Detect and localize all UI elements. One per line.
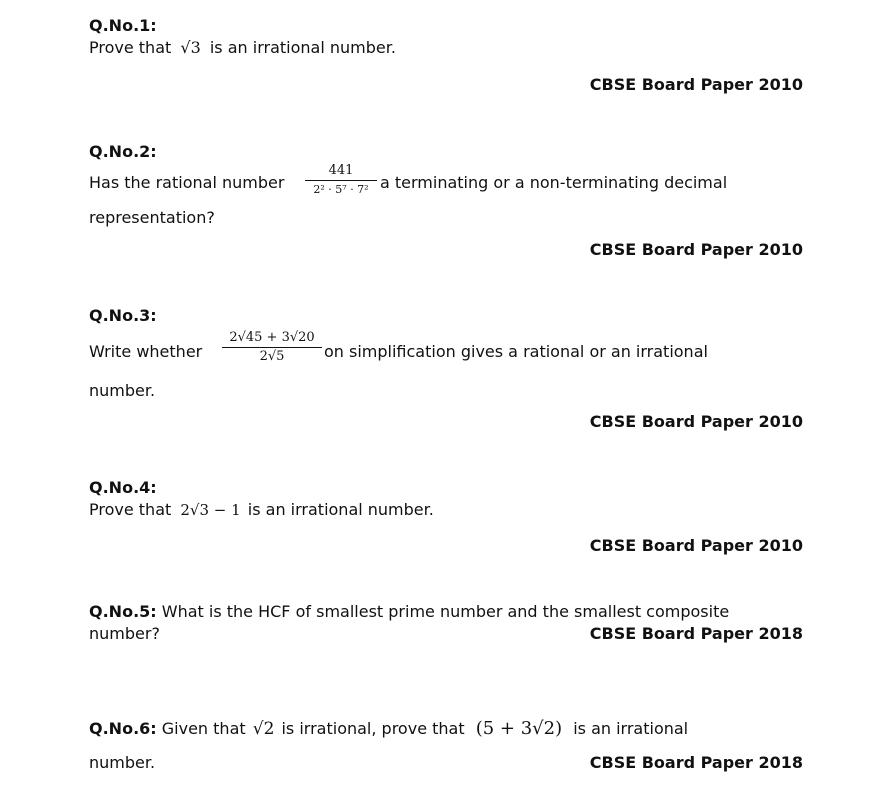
question-2-text-after: a terminating or a non-terminating decimal: [380, 173, 728, 192]
question-6-text-line2: number.: [89, 753, 156, 772]
question-6-label: Q.No.6:: [89, 719, 157, 738]
question-4-text-after: is an irrational number.: [247, 500, 434, 519]
question-5-label: Q.No.5:: [89, 602, 157, 621]
question-2-fraction-denominator: 2² · 5⁷ · 7²: [313, 183, 369, 196]
question-2-label: Q.No.2:: [89, 142, 157, 161]
question-6-text-after: is an irrational: [573, 719, 689, 738]
question-3-fraction-numerator: 2√45 + 3√20: [229, 330, 315, 345]
fraction-bar: [222, 347, 322, 348]
question-3-text-after: on simplification gives a rational or an irrational: [324, 342, 708, 361]
question-6-math-b: (5 + 3√2): [475, 718, 563, 739]
question-4-source: CBSE Board Paper 2010: [589, 536, 803, 555]
question-4-text: [89, 500, 434, 519]
question-6-text-mid: is irrational, prove that: [281, 719, 465, 738]
question-3-source: CBSE Board Paper 2010: [589, 412, 803, 431]
question-1-text-before: Prove that: [89, 38, 172, 57]
question-2-fraction: [305, 163, 377, 198]
question-2-fraction-numerator: 441: [328, 163, 354, 178]
question-3-label: Q.No.3:: [89, 306, 157, 325]
question-5-text: What is the HCF of smallest prime number and the smallest composite: [161, 602, 730, 621]
question-6-line1: [89, 718, 688, 739]
question-1-text-after: is an irrational number.: [209, 38, 396, 57]
question-5-line1: [89, 602, 729, 621]
question-2-text-line2: representation?: [89, 208, 215, 227]
question-5-source: CBSE Board Paper 2018: [589, 624, 803, 643]
question-1-label: Q.No.1:: [89, 16, 157, 35]
fraction-bar: [305, 180, 377, 181]
question-4-math: 2√3 − 1: [180, 501, 241, 519]
question-6-source: CBSE Board Paper 2018: [589, 753, 803, 772]
question-5-text-line2: number?: [89, 624, 160, 643]
question-4-text-before: Prove that: [89, 500, 172, 519]
question-3-text-line2: number.: [89, 381, 156, 400]
question-2-text-before: Has the rational number: [89, 173, 285, 192]
question-1-math: √3: [180, 38, 201, 57]
question-3-text-before: Write whether: [89, 342, 203, 361]
question-1-source: CBSE Board Paper 2010: [589, 75, 803, 94]
question-6-text-before: Given that: [161, 719, 246, 738]
question-3-fraction: [222, 330, 322, 365]
question-3-fraction-denominator: 2√5: [259, 349, 285, 364]
question-2-source: CBSE Board Paper 2010: [589, 240, 803, 259]
question-4-label: Q.No.4:: [89, 478, 157, 497]
question-1-text: [89, 38, 396, 57]
question-6-math-a: √2: [252, 719, 275, 739]
